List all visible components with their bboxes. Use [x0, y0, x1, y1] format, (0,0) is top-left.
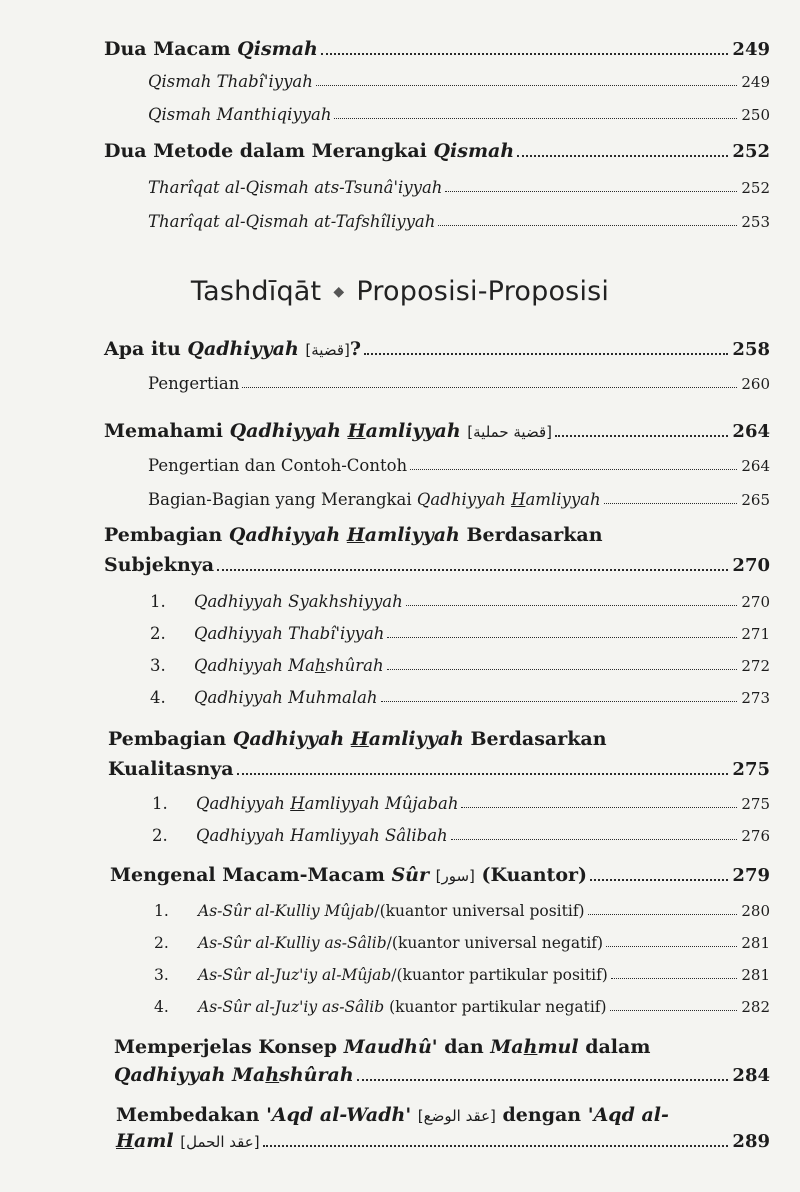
toc-entry-label: Mengenal Macam-Macam Sûr [سور] (Kuantor)	[110, 864, 587, 886]
toc-entry-label: Dua Macam Qismah	[104, 38, 318, 60]
toc-entry-label: Memahami Qadhiyyah Hamliyyah [قضية حملية]	[104, 420, 552, 442]
page-number: 281	[741, 966, 770, 984]
toc-entry-label: Haml [عقد الحمل]	[116, 1130, 260, 1152]
toc-entry-label: Bagian-Bagian yang Merangkai Qadhiyyah Hamliyyah	[148, 490, 601, 509]
page-number: 270	[741, 593, 770, 611]
toc-subentry[interactable]	[154, 966, 770, 984]
toc-entry-label: 1. Qadhiyyah Syakhshiyyah	[150, 592, 403, 611]
toc-entry-label: Qadhiyyah Mahshûrah	[114, 1064, 354, 1086]
leader-dots	[263, 1144, 729, 1147]
toc-subentry[interactable]	[150, 656, 770, 675]
toc-subentry[interactable]	[154, 902, 770, 920]
page-number: 284	[732, 1065, 770, 1086]
toc-subentry[interactable]	[150, 624, 770, 643]
leader-dots	[316, 84, 738, 86]
leader-dots	[381, 700, 738, 702]
page-number: 250	[741, 106, 770, 124]
toc-entry[interactable]	[104, 338, 770, 360]
toc-entry[interactable]	[104, 38, 770, 60]
toc-entry-label: 3. As-Sûr al-Juz'iy al-Mûjab/(kuantor partikular positif)	[154, 966, 608, 984]
toc-subentry[interactable]	[154, 934, 770, 952]
toc-subentry[interactable]	[148, 490, 770, 509]
toc-entry-label: Tharîqat al-Qismah at-Tafshîliyyah	[148, 212, 436, 231]
toc-subentry[interactable]	[152, 826, 770, 845]
page-number: 275	[732, 759, 770, 780]
toc-entry[interactable]	[104, 554, 770, 576]
leader-dots	[611, 977, 738, 979]
page-number: 279	[732, 865, 770, 886]
toc-entry-label: Pengertian	[148, 374, 240, 393]
toc-entry-label: 2. Qadhiyyah Hamliyyah Sâlibah	[152, 826, 448, 845]
leader-dots	[555, 434, 728, 437]
leader-dots	[610, 1009, 738, 1011]
leader-dots	[387, 668, 738, 670]
toc-entry-label: 1. As-Sûr al-Kulliy Mûjab/(kuantor universal positif)	[154, 902, 585, 920]
leader-dots	[438, 224, 737, 226]
toc-subentry[interactable]	[148, 212, 770, 231]
leader-dots	[357, 1078, 729, 1081]
toc-entry-label: 3. Qadhiyyah Mahshûrah	[150, 656, 384, 675]
leader-dots	[445, 190, 737, 192]
page-number: 276	[741, 827, 770, 845]
leader-dots	[410, 468, 737, 470]
leader-dots	[321, 52, 729, 55]
leader-dots	[217, 568, 728, 571]
toc-entry-label: Tharîqat al-Qismah ats-Tsunâ'iyyah	[148, 178, 443, 197]
page-number: 260	[741, 375, 770, 393]
page-number: 270	[732, 555, 770, 576]
toc-entry-label: Qismah Manthiqiyyah	[148, 105, 332, 124]
toc-entry-first-line: Membedakan 'Aqd al-Wadh' [عقد الوضع] dengan 'Aqd al-	[116, 1104, 669, 1126]
page-number: 252	[732, 141, 770, 162]
toc-subentry[interactable]	[150, 688, 770, 707]
toc-subentry[interactable]	[154, 998, 770, 1016]
toc-entry[interactable]	[104, 420, 770, 442]
toc-entry-label: Apa itu Qadhiyyah [قضية]?	[104, 338, 362, 360]
leader-dots	[604, 502, 738, 504]
toc-entry-first-line: Memperjelas Konsep Maudhû' dan Mahmul dalam	[114, 1036, 651, 1058]
page-number: 281	[741, 934, 770, 952]
toc-entry-label: 1. Qadhiyyah Hamliyyah Mûjabah	[152, 794, 459, 813]
page-number: 253	[741, 213, 770, 231]
page-number: 282	[741, 998, 770, 1016]
toc-entry[interactable]	[108, 758, 770, 780]
page-number: 264	[741, 457, 770, 475]
toc-subentry[interactable]	[148, 105, 770, 124]
toc-entry-label: Pengertian dan Contoh-Contoh	[148, 456, 408, 475]
toc-entry-label: Dua Metode dalam Merangkai Qismah	[104, 140, 515, 162]
leader-dots	[606, 945, 737, 947]
toc-entry[interactable]	[110, 864, 770, 886]
toc-subentry[interactable]	[152, 794, 770, 813]
leader-dots	[461, 806, 737, 808]
toc-entry[interactable]	[114, 1064, 770, 1086]
toc-subentry[interactable]	[148, 374, 770, 393]
leader-dots	[406, 604, 738, 606]
toc-entry[interactable]	[116, 1130, 770, 1152]
page-number: 271	[741, 625, 770, 643]
page-number: 249	[732, 39, 770, 60]
page-number: 280	[741, 902, 770, 920]
toc-entry-first-line: Pembagian Qadhiyyah Hamliyyah Berdasarkan	[108, 728, 607, 750]
toc-subentry[interactable]	[150, 592, 770, 611]
page-number: 249	[741, 73, 770, 91]
toc-entry-label: 2. Qadhiyyah Thabî'iyyah	[150, 624, 385, 643]
leader-dots	[451, 838, 738, 840]
section-heading-left: Tashdīqāt	[190, 276, 322, 307]
section-heading-right: Proposisi-Proposisi	[356, 276, 610, 307]
toc-subentry[interactable]	[148, 178, 770, 197]
leader-dots	[364, 352, 728, 355]
page-number: 275	[741, 795, 770, 813]
leader-dots	[588, 913, 738, 915]
toc-subentry[interactable]	[148, 456, 770, 475]
page-number: 264	[732, 421, 770, 442]
toc-subentry[interactable]	[148, 72, 770, 91]
toc-entry-label: 4. Qadhiyyah Muhmalah	[150, 688, 378, 707]
page-number: 272	[741, 657, 770, 675]
leader-dots	[242, 386, 737, 388]
leader-dots	[334, 117, 737, 119]
toc-entry-label: Subjeknya	[104, 554, 215, 576]
page-number: 265	[741, 491, 770, 509]
toc-entry-label: Kualitasnya	[108, 758, 234, 780]
toc-entry-label: Qismah Thabî'iyyah	[148, 72, 313, 91]
page-number: 258	[732, 339, 770, 360]
toc-entry-label: 2. As-Sûr al-Kulliy as-Sâlib/(kuantor universal negatif)	[154, 934, 604, 952]
diamond-separator-icon: ◆	[333, 284, 345, 300]
toc-entry-label: 4. As-Sûr al-Juz'iy as-Sâlib (kuantor partikular negatif)	[154, 998, 607, 1016]
page-number: 273	[741, 689, 770, 707]
leader-dots	[590, 878, 728, 881]
leader-dots	[517, 154, 728, 157]
leader-dots	[237, 772, 729, 775]
section-heading	[0, 276, 800, 307]
page-number: 252	[741, 179, 770, 197]
leader-dots	[387, 636, 737, 638]
toc-entry[interactable]	[104, 140, 770, 162]
toc-entry-first-line: Pembagian Qadhiyyah Hamliyyah Berdasarkan	[104, 524, 603, 546]
page-number: 289	[732, 1131, 770, 1152]
